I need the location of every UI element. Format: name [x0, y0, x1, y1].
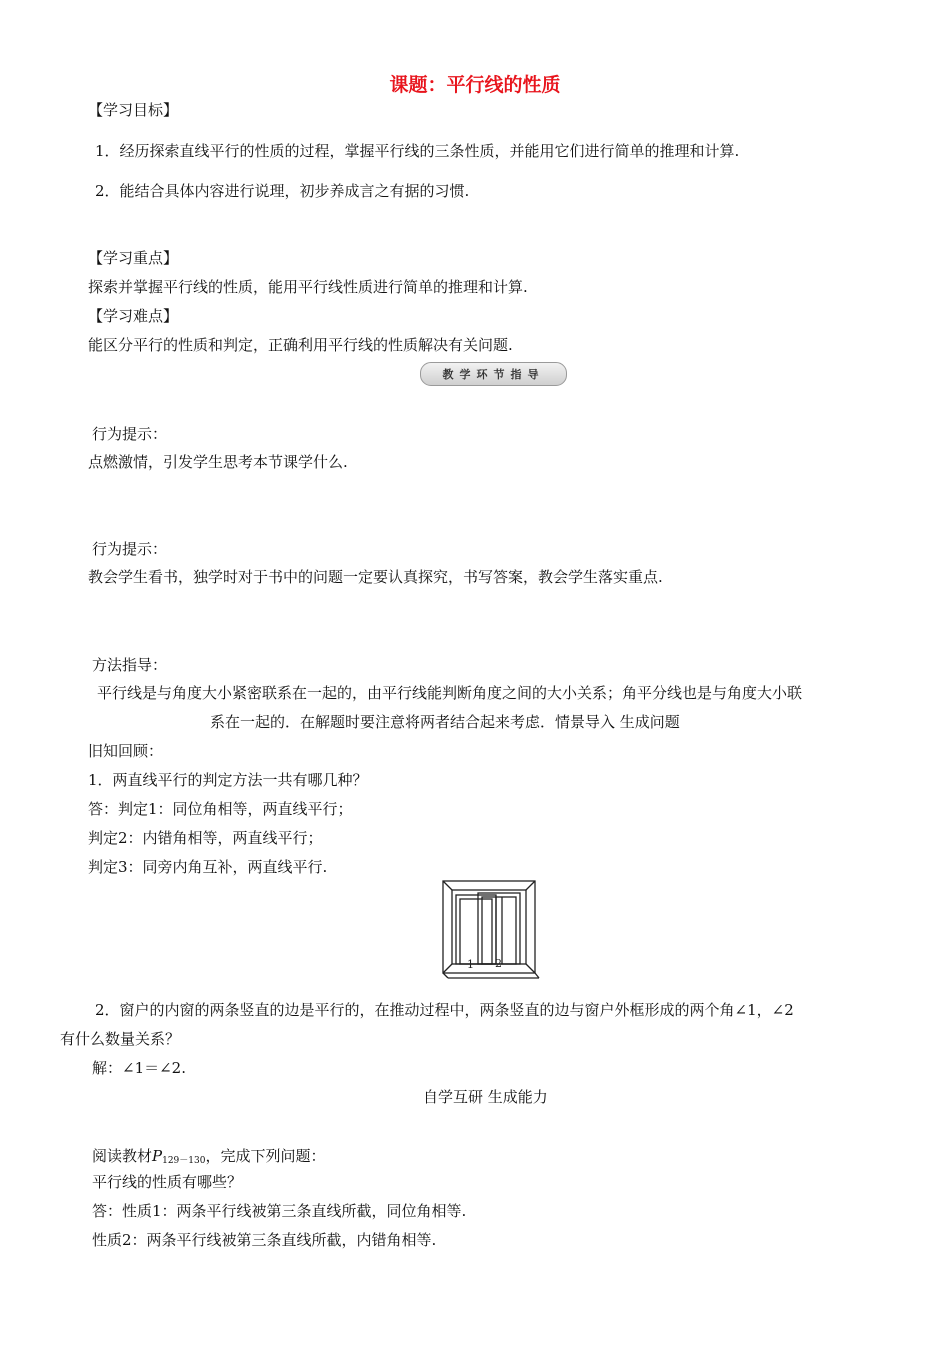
review-label: 旧知回顾：: [88, 742, 164, 760]
question-2-answer: 解：∠1＝∠2.: [92, 1059, 186, 1077]
focus-header: 【学习重点】: [88, 249, 179, 267]
objectives-header: 【学习目标】: [88, 101, 179, 119]
question-2-line-1: 2．窗户的内窗的两条竖直的边是平行的，在推动过程中，两条竖直的边与窗户外框形成的两个角∠1，∠2: [95, 1001, 794, 1019]
review-answer-2: 判定2：内错角相等，两直线平行；: [88, 829, 323, 847]
property-2: 性质2：两条平行线被第三条直线所截，内错角相等.: [92, 1231, 437, 1249]
method-label: 方法指导：: [92, 656, 168, 674]
difficulty-header: 【学习难点】: [88, 307, 179, 325]
reading-suffix: ，完成下列问题：: [205, 1147, 326, 1165]
page-variable: P: [152, 1147, 163, 1165]
property-1: 答：性质1：两条平行线被第三条直线所截，同位角相等.: [92, 1202, 467, 1220]
page-title: 课题：平行线的性质: [389, 74, 561, 96]
teaching-guide-banner: 教学环节指导: [420, 362, 567, 386]
review-answer-3: 判定3：同旁内角互补，两直线平行.: [88, 858, 328, 876]
hint1-text: 点燃激情，引发学生思考本节课学什么.: [88, 453, 348, 471]
objective-item-2: 2．能结合具体内容进行说理，初步养成言之有据的习惯.: [95, 182, 470, 200]
hint1-label: 行为提示：: [92, 425, 168, 443]
review-answer-1: 答：判定1：同位角相等，两直线平行；: [88, 800, 353, 818]
reading-prefix: 阅读教材: [92, 1147, 153, 1165]
hint2-label: 行为提示：: [92, 540, 168, 558]
objective-item-1: 1．经历探索直线平行的性质的过程，掌握平行线的三条性质，并能用它们进行简单的推理和计算.: [95, 142, 740, 160]
properties-question: 平行线的性质有哪些？: [92, 1173, 243, 1191]
difficulty-text: 能区分平行的性质和判定，正确利用平行线的性质解决有关问题.: [88, 336, 513, 354]
section-heading: 自学互研 生成能力: [423, 1088, 548, 1106]
page-range: 129－130: [162, 1156, 206, 1166]
angle-2-label: 2: [495, 957, 502, 970]
focus-text: 探索并掌握平行线的性质，能用平行线性质进行简单的推理和计算.: [88, 278, 528, 296]
method-line-1: 平行线是与角度大小紧密联系在一起的，由平行线能判断角度之间的大小关系；角平分线也是与角度大小联: [97, 684, 803, 702]
method-line-2: 系在一起的．在解题时要注意将两者结合起来考虑．情景导入 生成问题: [210, 713, 680, 731]
review-question-1: 1．两直线平行的判定方法一共有哪几种？: [88, 771, 368, 789]
reading-instruction: [92, 1146, 325, 1171]
question-2-line-2: 有什么数量关系？: [60, 1030, 181, 1048]
window-figure: [440, 878, 542, 980]
hint2-text: 教会学生看书，独学时对于书中的问题一定要认真探究，书写答案，教会学生落实重点.: [88, 568, 663, 586]
angle-1-label: 1: [467, 958, 474, 971]
